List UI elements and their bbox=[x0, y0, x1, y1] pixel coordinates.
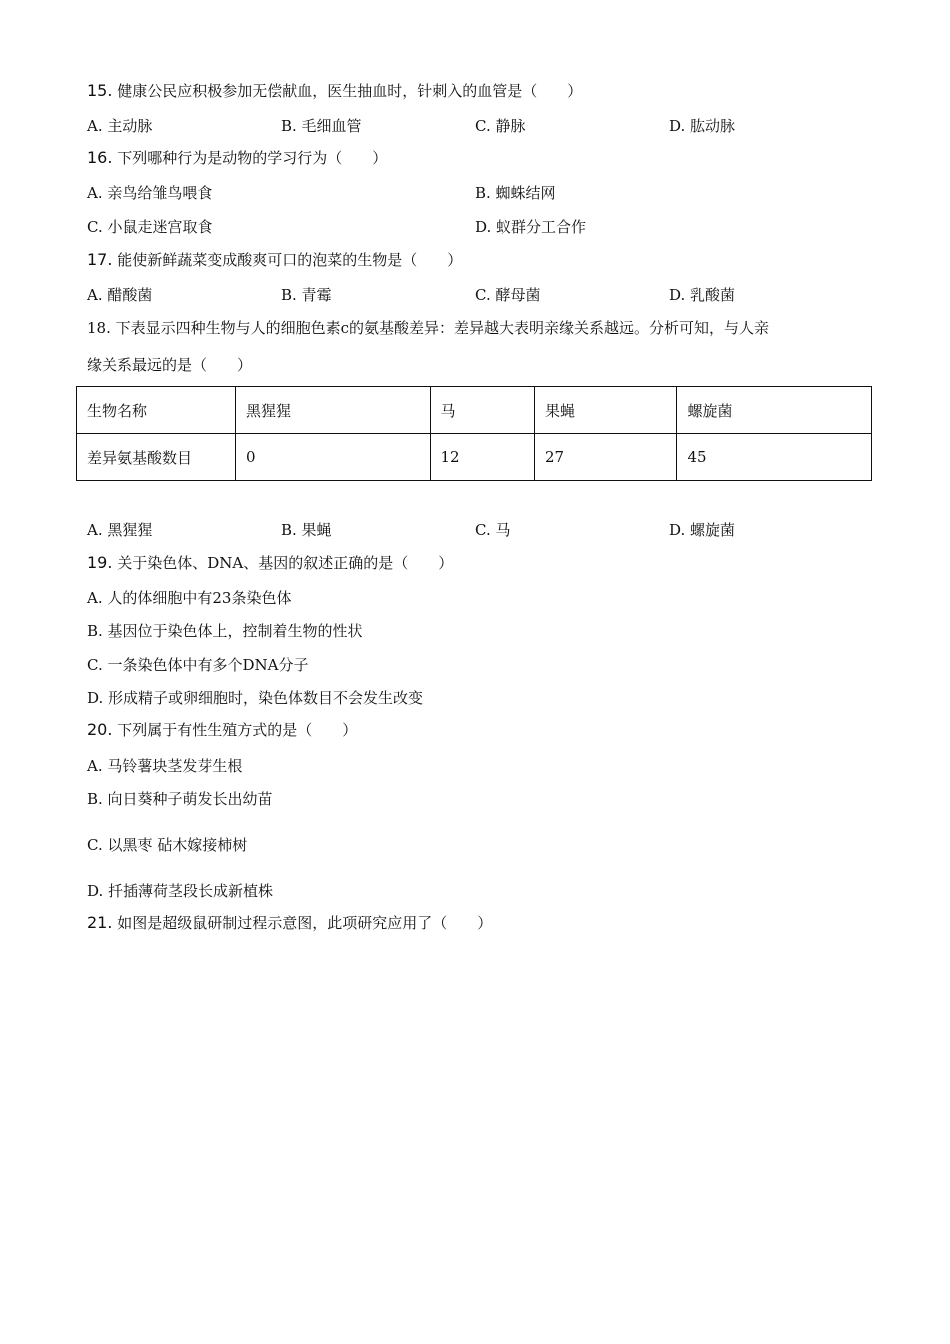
option-c: C. 马 bbox=[475, 521, 511, 539]
question-19 bbox=[87, 553, 453, 573]
option-d: D. 螺旋菌 bbox=[669, 521, 736, 539]
question-20 bbox=[87, 720, 357, 740]
question-number: 17. bbox=[87, 250, 113, 269]
question-15 bbox=[87, 81, 582, 101]
option-d: D. 扦插薄荷茎段长成新植株 bbox=[87, 882, 274, 900]
question-18-stem: 18. 下表显示四种生物与人的细胞色素c的氨基酸差异：差异越大表明亲缘关系越远。分析可知，与人亲 bbox=[87, 319, 770, 337]
question-stem: 健康公民应积极参加无偿献血，医生抽血时，针刺入的血管是（ ） bbox=[112, 82, 583, 100]
table-cell: 马 bbox=[430, 387, 535, 434]
option-c: C. 静脉 bbox=[475, 117, 526, 135]
option-a: A. 主动脉 bbox=[87, 117, 153, 135]
table-cell: 45 bbox=[677, 434, 872, 481]
amino-acid-difference-table bbox=[76, 386, 872, 481]
option-b: B. 毛细血管 bbox=[281, 117, 362, 135]
table-cell: 黑猩猩 bbox=[236, 387, 431, 434]
table-cell: 螺旋菌 bbox=[677, 387, 872, 434]
table-cell: 生物名称 bbox=[77, 387, 236, 434]
option-c: C. 小鼠走迷宫取食 bbox=[87, 218, 213, 236]
question-number: 19. bbox=[87, 553, 113, 572]
option-b: B. 青霉 bbox=[281, 286, 332, 304]
option-d: D. 形成精子或卵细胞时，染色体数目不会发生改变 bbox=[87, 689, 424, 707]
option-a: A. 亲鸟给雏鸟喂食 bbox=[87, 184, 213, 202]
question-stem: 下列属于有性生殖方式的是（ ） bbox=[112, 721, 358, 739]
option-a: A. 黑猩猩 bbox=[87, 521, 153, 539]
table-header-row bbox=[77, 387, 872, 434]
table-cell: 12 bbox=[430, 434, 535, 481]
option-b: B. 蜘蛛结网 bbox=[475, 184, 556, 202]
option-a: A. 马铃薯块茎发芽生根 bbox=[87, 757, 243, 775]
option-b: B. 果蝇 bbox=[281, 521, 332, 539]
option-d: D. 乳酸菌 bbox=[669, 286, 736, 304]
question-stem: 下列哪种行为是动物的学习行为（ ） bbox=[112, 149, 388, 167]
question-21 bbox=[87, 913, 492, 933]
option-b: B. 基因位于染色体上，控制着生物的性状 bbox=[87, 622, 363, 640]
option-d: D. 蚁群分工合作 bbox=[475, 218, 587, 236]
option-a: A. 醋酸菌 bbox=[87, 286, 153, 304]
table-cell: 差异氨基酸数目 bbox=[77, 434, 236, 481]
question-stem: 能使新鲜蔬菜变成酸爽可口的泡菜的生物是（ ） bbox=[112, 251, 463, 269]
option-a: A. 人的体细胞中有23条染色体 bbox=[87, 589, 292, 607]
question-17 bbox=[87, 250, 462, 270]
question-number: 21. bbox=[87, 913, 113, 932]
option-c: C. 以黑枣 砧木嫁接柿树 bbox=[87, 836, 248, 854]
table-row bbox=[77, 434, 872, 481]
question-18-stem-continued: 缘关系最远的是（ ） bbox=[87, 356, 253, 374]
option-d: D. 肱动脉 bbox=[669, 117, 736, 135]
question-stem: 如图是超级鼠研制过程示意图，此项研究应用了（ ） bbox=[112, 914, 493, 932]
question-number: 16. bbox=[87, 148, 113, 167]
table-cell: 0 bbox=[236, 434, 431, 481]
option-c: C. 酵母菌 bbox=[475, 286, 541, 304]
table-cell: 果蝇 bbox=[535, 387, 677, 434]
question-16 bbox=[87, 148, 387, 168]
question-number: 20. bbox=[87, 720, 113, 739]
question-stem: 关于染色体、DNA、基因的叙述正确的是（ ） bbox=[112, 554, 454, 572]
option-b: B. 向日葵种子萌发长出幼苗 bbox=[87, 790, 273, 808]
table-cell: 27 bbox=[535, 434, 677, 481]
question-number: 15. bbox=[87, 81, 113, 100]
option-c: C. 一条染色体中有多个DNA分子 bbox=[87, 656, 309, 674]
